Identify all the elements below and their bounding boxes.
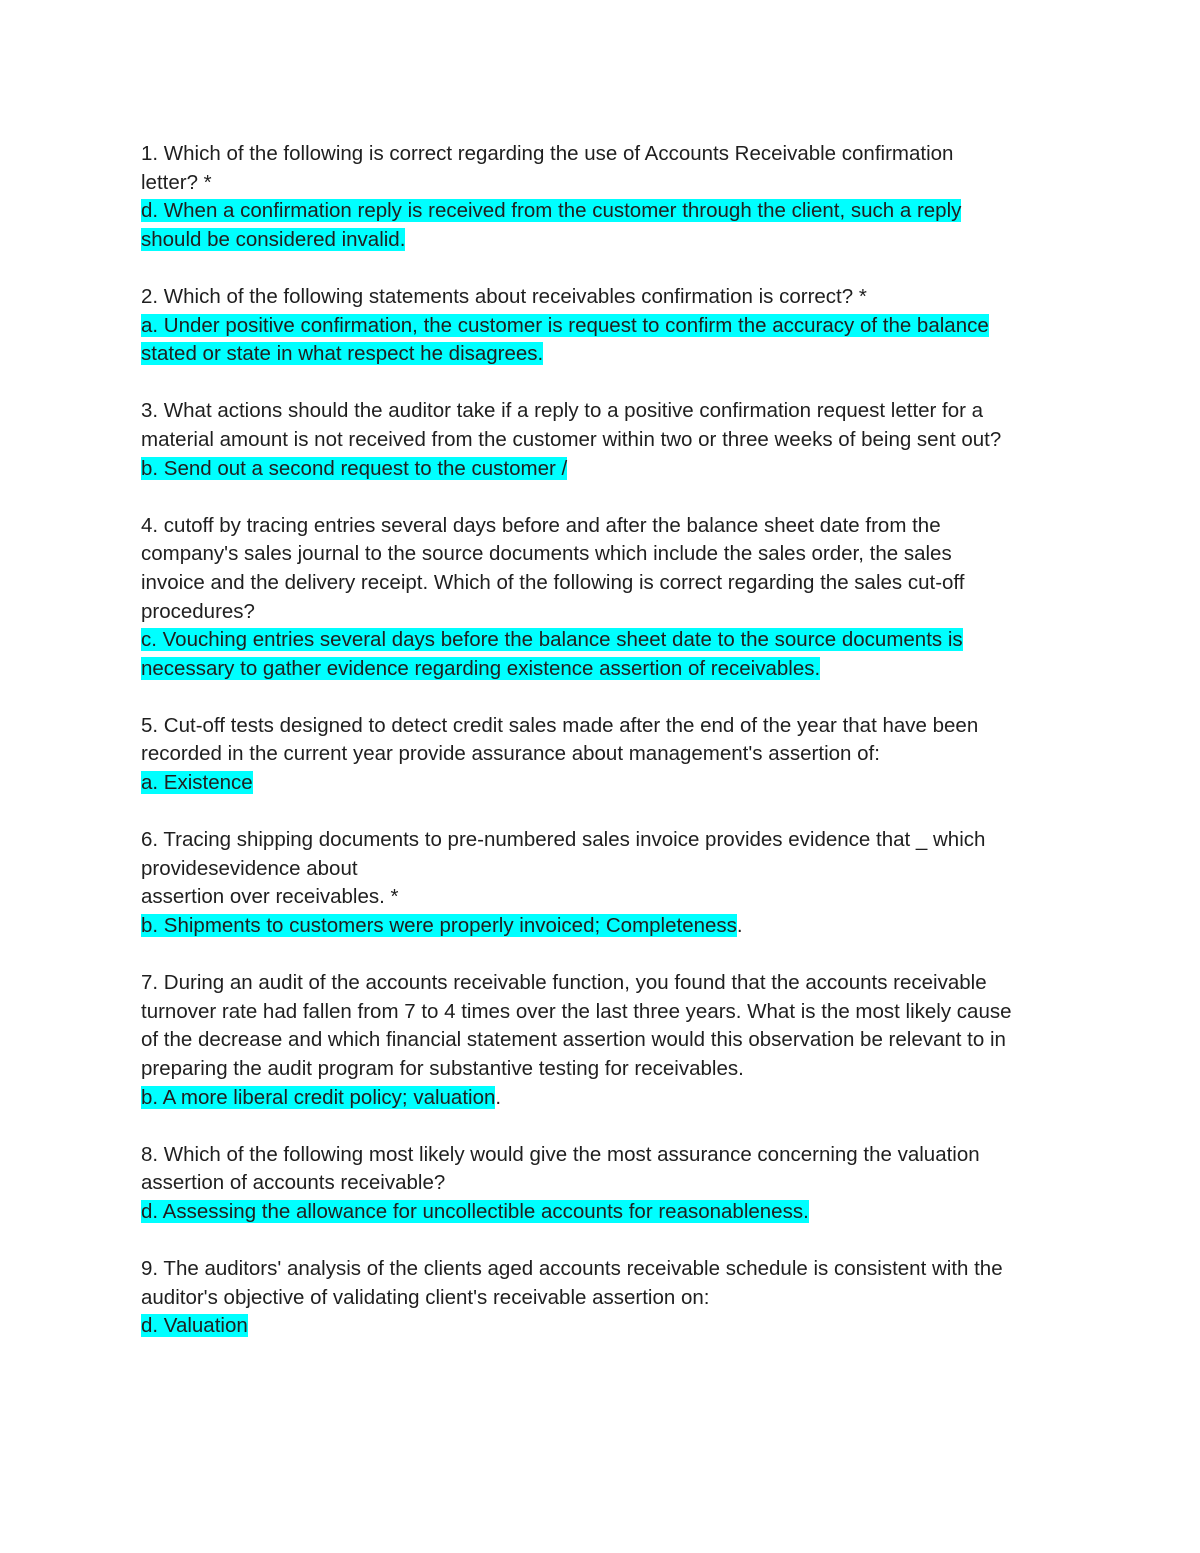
question-item-7 — [141, 969, 1071, 1112]
answer-line — [141, 197, 1071, 226]
question-item-8 — [141, 1141, 1071, 1227]
question-line: 5. Cut-off tests designed to detect credit sales made after the end of the year that have been — [141, 713, 979, 737]
highlighted-answer: necessary to gather evidence regarding existence assertion of receivables. — [141, 656, 821, 680]
highlighted-answer: d. Valuation — [141, 1314, 248, 1338]
highlighted-answer: d. Assessing the allowance for uncollectible accounts for reasonableness. — [141, 1199, 809, 1223]
question-item-9 — [141, 1255, 1071, 1341]
question-line: 3. What actions should the auditor take if a reply to a positive confirmation request letter for a — [141, 399, 984, 423]
question-line: procedures? — [141, 599, 255, 623]
answer-line — [141, 769, 1071, 798]
highlighted-answer: a. Under positive confirmation, the customer is request to confirm the accuracy of the balance — [141, 313, 989, 337]
highlighted-answer: stated or state in what respect he disagrees. — [141, 342, 544, 366]
question-line: company's sales journal to the source documents which include the sales order, the sales — [141, 542, 952, 566]
question-item-1 — [141, 140, 1071, 254]
answer-line — [141, 1198, 1071, 1227]
question-line: turnover rate had fallen from 7 to 4 times over the last three years. What is the most likely cause — [141, 999, 1012, 1023]
document-body — [141, 140, 1071, 1370]
question-line: material amount is not received from the customer within two or three weeks of being sent out? — [141, 427, 1002, 451]
question-line: recorded in the current year provide assurance about management's assertion of: — [141, 742, 880, 766]
question-item-5 — [141, 712, 1071, 798]
highlighted-answer: should be considered invalid. — [141, 227, 406, 251]
question-line: 7. During an audit of the accounts receivable function, you found that the accounts receivable — [141, 971, 987, 995]
question-line: providesevidence about — [141, 856, 358, 880]
question-line: preparing the audit program for substantive testing for receivables. — [141, 1057, 744, 1080]
answer-line — [141, 1312, 1071, 1341]
answer-line — [141, 912, 1071, 941]
answer-line — [141, 626, 1071, 655]
question-line: 4. cutoff by tracing entries several days before and after the balance sheet date from the — [141, 513, 941, 537]
question-line: 9. The auditors' analysis of the clients aged accounts receivable schedule is consistent with the — [141, 1257, 1003, 1281]
question-line: assertion of accounts receivable? — [141, 1171, 446, 1195]
answer-line — [141, 455, 1071, 484]
highlighted-answer: b. Send out a second request to the customer / — [141, 456, 568, 480]
highlighted-answer: c. Vouching entries several days before the balance sheet date to the source documents is — [141, 628, 963, 652]
question-line: 8. Which of the following most likely would give the most assurance concerning the valuation — [141, 1142, 980, 1166]
highlighted-answer: d. When a confirmation reply is received from the customer through the client, such a reply — [141, 199, 962, 223]
highlighted-answer: b. A more liberal credit policy; valuation — [141, 1085, 496, 1109]
question-line: 6. Tracing shipping documents to pre-numbered sales invoice provides evidence that _ which — [141, 828, 986, 852]
question-item-6 — [141, 826, 1071, 940]
answer-line — [141, 312, 1071, 341]
highlighted-answer: b. Shipments to customers were properly invoiced; Completeness — [141, 914, 737, 938]
answer-trailing-punctuation: . — [495, 1085, 502, 1109]
question-line: letter? * — [141, 170, 212, 194]
answer-trailing-punctuation: . — [736, 914, 743, 938]
highlighted-answer: a. Existence — [141, 771, 253, 795]
question-item-3 — [141, 397, 1071, 483]
question-line: auditor's objective of validating client's receivable assertion on: — [141, 1285, 710, 1309]
question-line: of the decrease and which financial statement assertion would this observation be relevant to in — [141, 1028, 1006, 1052]
question-line: assertion over receivables. * — [141, 885, 399, 909]
question-item-2 — [141, 283, 1071, 369]
answer-line — [141, 1084, 1071, 1113]
question-line: 1. Which of the following is correct regarding the use of Accounts Receivable confirmation — [141, 142, 954, 165]
answer-line — [141, 655, 1071, 684]
question-line: 2. Which of the following statements about receivables confirmation is correct? * — [141, 284, 867, 308]
answer-line — [141, 226, 1071, 255]
question-item-4 — [141, 512, 1071, 684]
answer-line — [141, 340, 1071, 369]
question-line: invoice and the delivery receipt. Which of the following is correct regarding the sales cut-off — [141, 570, 965, 594]
